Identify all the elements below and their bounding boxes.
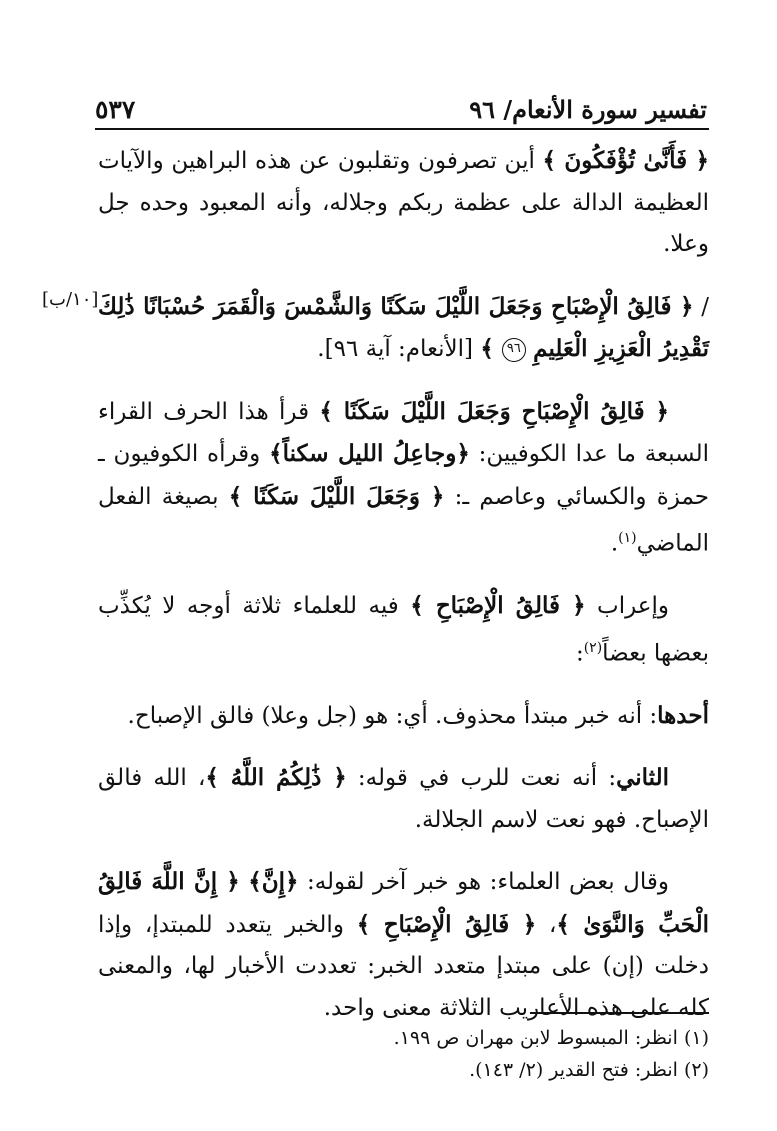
paragraph-text: فيه للعلماء ثلاثة أوجه لا يُكذِّب بعضها بعضاً: [98, 593, 709, 667]
paragraph-text: أين تصرفون وتقلبون عن هذه البراهين والآيات العظيمة الدالة على عظمة ربكم وجلاله، وأنه المعبود وحده جل وعلا.: [98, 148, 709, 257]
quran-quote: ﴿ فَأَنَّىٰ تُؤْفَكُونَ ﴾: [542, 147, 709, 174]
quran-quote: ﴿ ذَٰلِكُمُ اللَّهُ ﴾: [205, 764, 347, 792]
footnote-1: [98, 1022, 709, 1054]
paragraph-5: [98, 695, 709, 738]
footnote-2: [98, 1054, 709, 1086]
quran-quote: ﴿ فَالِقُ الْإِصْبَاحِ ﴾: [356, 910, 537, 938]
footnote-ref-2[interactable]: (٢): [583, 639, 603, 656]
header-divider: [95, 128, 709, 130]
point-label: الثاني: [616, 764, 670, 792]
paragraph-text: : أنه خبر مبتدأ محذوف. أي: هو (جل وعلا) فالق الإصباح.: [127, 702, 658, 729]
verse-marker: /: [693, 293, 710, 320]
spacer-text: [240, 869, 248, 895]
page-header: [95, 84, 707, 124]
verse-reference: [الأنعام: آية ٩٦].: [317, 336, 481, 362]
manuscript-margin-note: [١٠/ب]: [42, 289, 99, 310]
punctuation: .: [610, 530, 619, 557]
paragraph-text: وقرأه الكوفيون ـ حمزة والكسائي وعاصم ـ:: [98, 441, 709, 510]
paragraph-1: [98, 140, 709, 266]
punctuation: :: [575, 640, 584, 667]
footnote-text: انظر: المبسوط لابن مهران ص ١٩٩.: [393, 1027, 678, 1049]
running-title: تفسير سورة الأنعام/ ٩٦: [469, 95, 707, 124]
paragraph-4: [98, 585, 709, 675]
paragraph-7: [98, 861, 709, 1029]
quran-quote: ﴿ وَجَعَلَ اللَّيْلَ سَكَنًا ﴾: [228, 482, 445, 510]
footnotes: [98, 1022, 709, 1086]
point-label: أحدها: [657, 701, 709, 729]
footnote-text: انظر: فتح القدير (٢/ ١٤٣).: [469, 1059, 678, 1081]
paragraph-text: وقال بعض العلماء: هو خبر آخر لقوله:: [298, 869, 669, 896]
footnote-ref-1[interactable]: (١): [618, 530, 637, 546]
verse-heading: [98, 286, 709, 371]
page-number: ٥٣٧: [95, 95, 136, 124]
footnote-divider: [530, 1012, 709, 1014]
punctuation: ،: [536, 911, 557, 938]
footnote-number: (٢): [683, 1059, 709, 1081]
quran-verse: ﴿ فَالِقُ الْإِصْبَاحِ وَجَعَلَ اللَّيْلَ سَكَنًا وَالشَّمْسَ وَالْقَمَرَ حُسْبَانًا ذَٰلِكَ تَقْدِيرُ الْعَزِيزِ الْعَلِيمِ: [98, 292, 709, 362]
paragraph-text: وإعراب: [585, 593, 670, 620]
quran-quote: ﴿ فَالِقُ الْإِصْبَاحِ ﴾: [410, 592, 586, 620]
paragraph-text: ، الله فالق الإصباح. فهو نعت لاسم الجلالة.: [98, 765, 709, 833]
ayah-number-mark: ٩٦: [502, 338, 526, 362]
footnote-number: (١): [683, 1027, 709, 1049]
paragraph-text: : أنه نعت للرب في قوله:: [346, 765, 617, 792]
paragraph-text: بصيغة الفعل الماضي: [98, 483, 709, 557]
quran-quote: ﴿إِنَّ﴾: [248, 868, 299, 896]
paragraph-3: [98, 391, 709, 566]
paragraph-6: [98, 757, 709, 841]
quran-quote: ﴿وجاعِلُ الليل سكناً﴾: [269, 440, 470, 467]
quran-verse-close: ﴾: [480, 335, 502, 362]
quran-quote: ﴿ إِنَّ اللَّهَ فَالِقُ الْحَبِّ وَالنَّوَىٰ ﴾: [98, 868, 710, 938]
quran-quote: ﴿ فَالِقُ الْإِصْبَاحِ وَجَعَلَ اللَّيْلَ سَكَنًا ﴾: [319, 397, 669, 425]
paragraph-text: والخبر يتعدد للمبتدإ، وإذا دخلت (إن) على مبتدإ متعدد الخبر: تعددت الأخبار لها، والمعنى كله على هذه الأعاريب الثلاثة معنى واحد.: [98, 911, 709, 1021]
paragraph-text: قرأ هذا الحرف القراء السبعة ما عدا الكوفيين:: [98, 398, 709, 467]
main-text: [98, 140, 709, 1029]
